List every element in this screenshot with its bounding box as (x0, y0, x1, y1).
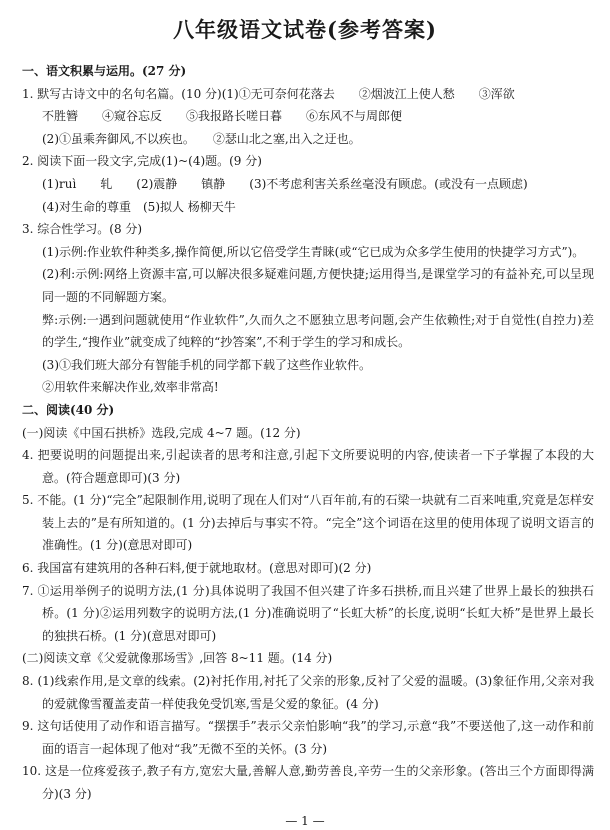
page-number: — 1 — (285, 814, 325, 828)
q2-line-1: (1)ruì 轧 (2)震静 镇静 (3)不考虑利害关系丝毫没有顾虑。(或没有一点顾虑) (42, 176, 528, 191)
q1-line-1: 1. 默写古诗文中的名句名篇。(10 分)(1)①无可奈何花落去 ②烟波江上使人愁 ③浑欲 (22, 86, 515, 101)
q3-part-1: (1)示例:作业软件种类多,操作简便,所以它倍受学生青睐(或“它已成为众多学生使用的快捷学习方式”)。 (42, 244, 585, 259)
section-heading-1: 一、语文积累与运用。(27 分) (22, 64, 187, 78)
q3-part-2: (2)利:示例:网络上资源丰富,可以解决很多疑难问题,方便快捷;运用得当,是课堂学习的有益补充,可以呈现同一题的不同解题方案。 (42, 267, 594, 304)
q3-part-3: 弊:示例:一遇到问题就使用“作业软件”,久而久之不愿独立思考问题,会产生依赖性;对于自觉性(自控力)差的学生,“搜作业”就变成了纯粹的“抄答案”,不利于学生的学习和成长。 (42, 312, 594, 350)
answer-body (22, 60, 594, 806)
reading-part-1-heading: (一)阅读《中国石拱桥》选段,完成 4~7 题。(12 分) (22, 425, 301, 440)
q4-answer: 4. 把要说明的问题提出来,引起读者的思考和注意,引起下文所要说明的内容,使读者一下子掌握了本段的大意。(符合题意即可)(3 分) (22, 448, 594, 485)
q5-answer: 5. 不能。(1 分)“完全”起限制作用,说明了现在人们对“八百年前,有的石梁一块就有二百来吨重,究竟是怎样安装上去的”是有所知道的。(1 分)去掉后与事实不符。“完全”这个词语在这里的使用体现了说明文语言的准确性。(1 分)(意思对即可) (22, 493, 594, 553)
q2-line-2: (4)对生命的尊重 (5)拟人 杨柳天牛 (42, 199, 236, 214)
q3-heading: 3. 综合性学习。(8 分) (22, 222, 143, 237)
q1-line-2: 不胜簪 ④窥谷忘反 ⑤我报路长嗟日暮 ⑥东风不与周郎便 (42, 109, 403, 124)
q2-heading: 2. 阅读下面一段文字,完成(1)~(4)题。(9 分) (22, 154, 262, 169)
q7-answer: 7. ①运用举例子的说明方法,(1 分)具体说明了我国不但兴建了许多石拱桥,而且兴建了世界上最长的独拱石桥。(1 分)②运用列数字的说明方法,(1 分)准确说明了“长虹大桥”的长度,说明“长虹大桥”是世界上最长的独拱石桥。(1 分)(意思对即可) (22, 583, 594, 643)
q1-line-3: (2)①虽乘奔御风,不以疾也。 ②瑟山北之塞,出入之迂也。 (42, 131, 361, 146)
q8-answer: 8. (1)线索作用,是文章的线索。(2)衬托作用,衬托了父亲的形象,反衬了父爱的温暖。(3)象征作用,父亲对我的爱就像雪覆盖麦苗一样使我免受饥寒,雪是父爱的象征。(4 分) (22, 674, 594, 711)
q3-part-5: ②用软件来解决作业,效率非常高! (42, 380, 219, 395)
section-heading-2: 二、阅读(40 分) (22, 402, 115, 417)
q3-part-4: (3)①我们班大部分有智能手机的同学都下载了这些作业软件。 (42, 357, 372, 372)
q6-answer: 6. 我国富有建筑用的各种石料,便于就地取材。(意思对即可)(2 分) (22, 561, 372, 576)
page-title: 八年级语文试卷(参考答案) (173, 17, 437, 42)
q10-answer: 10. 这是一位疼爱孩子,教子有方,宽宏大量,善解人意,勤劳善良,辛劳一生的父亲形象。(答出三个方面即得满分)(3 分) (22, 764, 594, 801)
q9-answer: 9. 这句话使用了动作和语言描写。“摆摆手”表示父亲怕影响“我”的学习,示意“我”不要送他了,这一动作和前面的语言一起体现了他对“我”无微不至的关怀。(3 分) (22, 719, 594, 756)
reading-part-2-heading: (二)阅读文章《父爱就像那场雪》,回答 8~11 题。(14 分) (22, 651, 333, 666)
